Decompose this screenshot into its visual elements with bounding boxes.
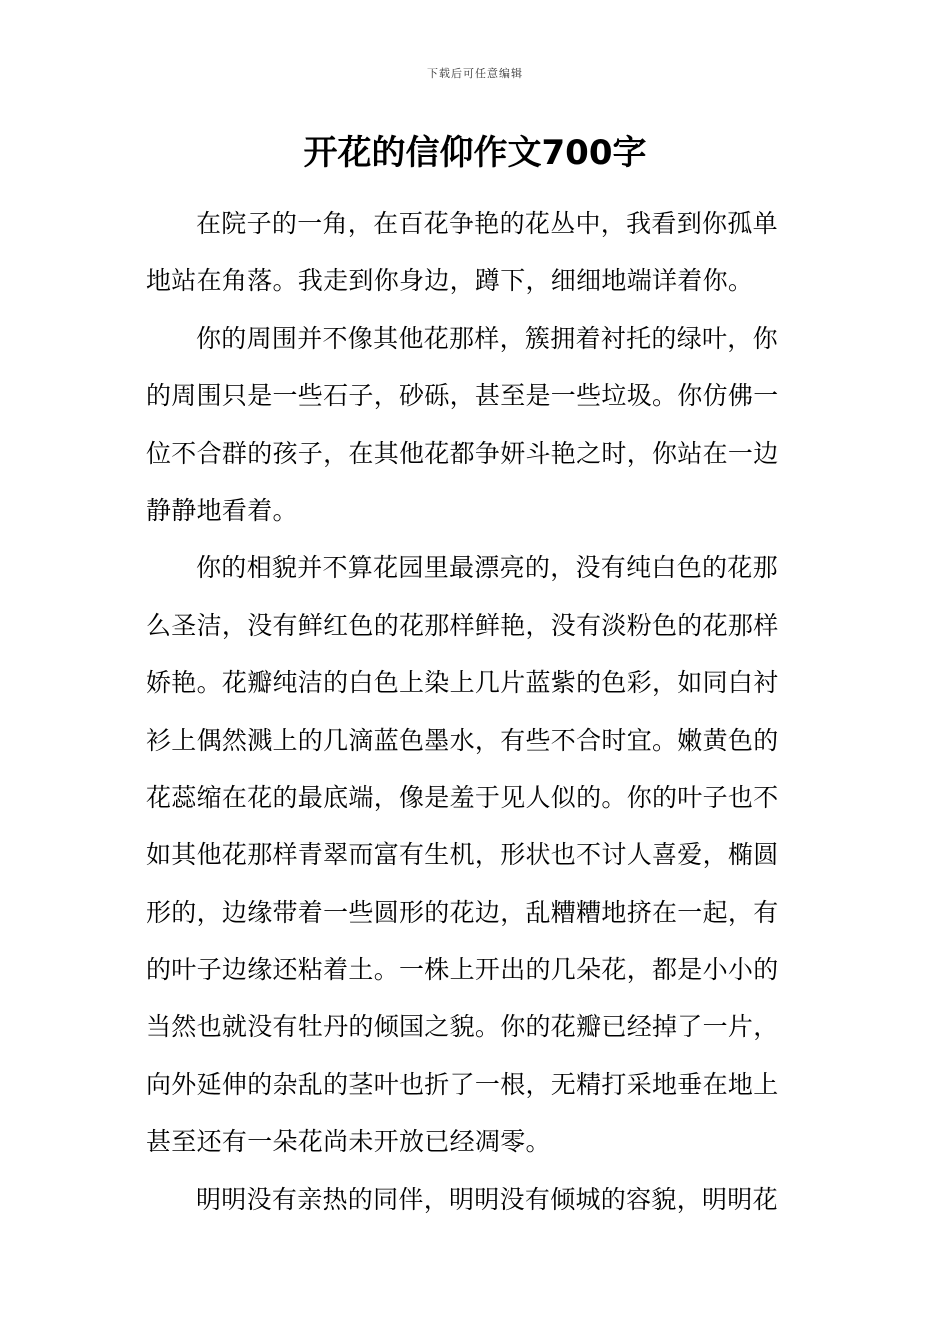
text-line: 如其他花那样青翠而富有生机，形状也不讨人喜爱，椭圆 <box>146 840 779 870</box>
text-line: 的叶子边缘还粘着土。一株上开出的几朵花，都是小小的 <box>146 955 779 985</box>
text-line: 明明没有亲热的同伴，明明没有倾城的容貌，明明花 <box>196 1184 778 1214</box>
text-line: 静静地看着。 <box>146 495 298 525</box>
text-line: 么圣洁，没有鲜红色的花那样鲜艳，没有淡粉色的花那样 <box>146 610 779 640</box>
text-line: 甚至还有一朵花尚未开放已经凋零。 <box>146 1127 551 1157</box>
text-line: 的周围只是一些石子，砂砾，甚至是一些垃圾。你仿佛一 <box>146 381 779 411</box>
text-line: 地站在角落。我走到你身边，蹲下，细细地端详着你。 <box>146 266 754 296</box>
header-note: 下载后可任意编辑 <box>427 67 523 80</box>
document-title: 开花的信仰作文700字 <box>303 133 647 173</box>
text-line: 你的周围并不像其他花那样，簇拥着衬托的绿叶，你 <box>196 323 778 353</box>
document-body <box>146 195 806 1228</box>
text-line: 形的，边缘带着一些圆形的花边，乱糟糟地挤在一起，有 <box>146 897 779 927</box>
text-line: 你的相貌并不算花园里最漂亮的，没有纯白色的花那 <box>196 553 778 583</box>
text-line: 向外延伸的杂乱的茎叶也折了一根，无精打采地垂在地上 <box>146 1069 779 1099</box>
text-line: 花蕊缩在花的最底端，像是羞于见人似的。你的叶子也不 <box>146 782 779 812</box>
text-line: 衫上偶然溅上的几滴蓝色墨水，有些不合时宜。嫩黄色的 <box>146 725 779 755</box>
text-line: 位不合群的孩子，在其他花都争妍斗艳之时，你站在一边 <box>146 438 779 468</box>
text-line: 在院子的一角，在百花争艳的花丛中，我看到你孤单 <box>196 209 778 238</box>
text-line: 当然也就没有牡丹的倾国之貌。你的花瓣已经掉了一片， <box>146 1012 779 1042</box>
text-line: 娇艳。花瓣纯洁的白色上染上几片蓝紫的色彩，如同白衬 <box>146 668 779 698</box>
